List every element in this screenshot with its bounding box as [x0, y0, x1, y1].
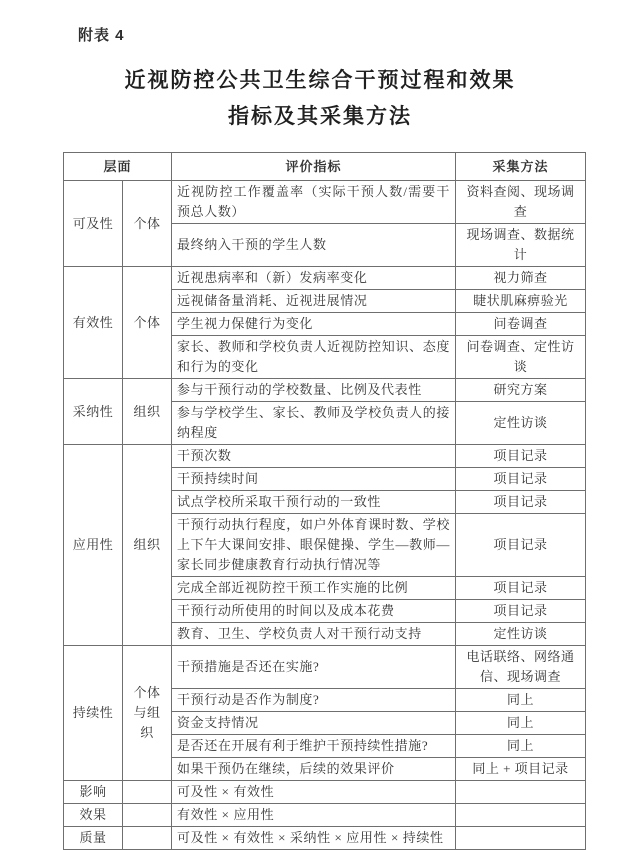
indicator-cell: 近视患病率和（新）发病率变化	[172, 267, 456, 290]
appendix-label: 附表 4	[78, 27, 125, 44]
method-cell: 同上 + 项目记录	[456, 758, 586, 781]
indicator-cell: 最终纳入干预的学生人数	[172, 224, 456, 267]
method-cell: 项目记录	[456, 468, 586, 491]
empty-cell	[456, 804, 586, 827]
table-row	[64, 804, 586, 827]
indicator-cell: 试点学校所采取干预行动的一致性	[172, 491, 456, 514]
sublevel-cell: 个体	[123, 267, 172, 379]
indicator-cell: 干预措施是否还在实施?	[172, 646, 456, 689]
level-cell: 质量	[64, 827, 123, 850]
indicator-cell: 教育、卫生、学校负责人对干预行动支持	[172, 623, 456, 646]
sublevel-text: 个体与组织	[133, 685, 161, 740]
indicator-cell: 参与干预行动的学校数量、比例及代表性	[172, 379, 456, 402]
level-cell: 持续性	[64, 646, 123, 781]
table-row	[64, 379, 586, 402]
method-cell: 同上	[456, 735, 586, 758]
method-cell: 定性访谈	[456, 402, 586, 445]
method-cell: 研究方案	[456, 379, 586, 402]
sublevel-cell	[123, 646, 172, 781]
indicator-cell: 资金支持情况	[172, 712, 456, 735]
sublevel-cell: 个体	[123, 181, 172, 267]
empty-cell	[456, 781, 586, 804]
table-row	[64, 267, 586, 290]
table-row	[64, 827, 586, 850]
indicator-cell: 干预行动所使用的时间以及成本花费	[172, 600, 456, 623]
sublevel-cell: 组织	[123, 445, 172, 646]
method-cell: 项目记录	[456, 600, 586, 623]
method-cell: 睫状肌麻痹验光	[456, 290, 586, 313]
indicator-cell: 可及性 × 有效性	[172, 781, 456, 804]
method-cell: 同上	[456, 689, 586, 712]
method-cell: 问卷调查	[456, 313, 586, 336]
empty-cell	[123, 827, 172, 850]
empty-cell	[123, 804, 172, 827]
method-cell: 定性访谈	[456, 623, 586, 646]
indicator-cell: 完成全部近视防控干预工作实施的比例	[172, 577, 456, 600]
page-title-line2: 指标及其采集方法	[228, 104, 412, 128]
header-level: 层面	[64, 153, 172, 181]
table-row	[64, 646, 586, 689]
level-cell: 效果	[64, 804, 123, 827]
empty-cell	[123, 781, 172, 804]
table-row	[64, 445, 586, 468]
level-cell: 采纳性	[64, 379, 123, 445]
method-cell: 项目记录	[456, 514, 586, 577]
sublevel-cell: 组织	[123, 379, 172, 445]
header-method: 采集方法	[456, 153, 586, 181]
level-cell: 可及性	[64, 181, 123, 267]
indicator-cell: 家长、教师和学校负责人近视防控知识、态度和行为的变化	[172, 336, 456, 379]
indicator-cell: 参与学校学生、家长、教师及学校负责人的接纳程度	[172, 402, 456, 445]
method-cell: 项目记录	[456, 445, 586, 468]
indicator-cell: 如果干预仍在继续，后续的效果评价	[172, 758, 456, 781]
method-cell: 视力筛查	[456, 267, 586, 290]
indicator-cell: 学生视力保健行为变化	[172, 313, 456, 336]
page-title	[0, 62, 640, 134]
indicator-cell: 远视储备量消耗、近视进展情况	[172, 290, 456, 313]
method-cell: 资料查阅、现场调查	[456, 181, 586, 224]
method-cell: 项目记录	[456, 491, 586, 514]
table-row	[64, 181, 586, 224]
method-cell: 问卷调查、定性访谈	[456, 336, 586, 379]
indicator-cell: 近视防控工作覆盖率（实际干预人数/需要干预总人数）	[172, 181, 456, 224]
method-cell: 项目记录	[456, 577, 586, 600]
indicator-cell: 干预次数	[172, 445, 456, 468]
header-indicator: 评价指标	[172, 153, 456, 181]
method-cell: 现场调查、数据统计	[456, 224, 586, 267]
indicator-cell: 有效性 × 应用性	[172, 804, 456, 827]
indicator-cell: 干预行动执行程度，如户外体育课时数、学校上下午大课间安排、眼保健操、学生—教师—家长同步健康教育行动执行情况等	[172, 514, 456, 577]
method-cell: 同上	[456, 712, 586, 735]
table-row	[64, 781, 586, 804]
indicator-cell: 可及性 × 有效性 × 采纳性 × 应用性 × 持续性	[172, 827, 456, 850]
indicator-cell: 干预行动是否作为制度?	[172, 689, 456, 712]
page-title-line1: 近视防控公共卫生综合干预过程和效果	[124, 68, 516, 92]
level-cell: 影响	[64, 781, 123, 804]
level-cell: 有效性	[64, 267, 123, 379]
level-cell: 应用性	[64, 445, 123, 646]
indicator-cell: 干预持续时间	[172, 468, 456, 491]
indicator-cell: 是否还在开展有利于维护干预持续性措施?	[172, 735, 456, 758]
header-row	[64, 153, 586, 181]
empty-cell	[456, 827, 586, 850]
method-cell: 电话联络、网络通信、现场调查	[456, 646, 586, 689]
indicator-table	[63, 152, 586, 850]
